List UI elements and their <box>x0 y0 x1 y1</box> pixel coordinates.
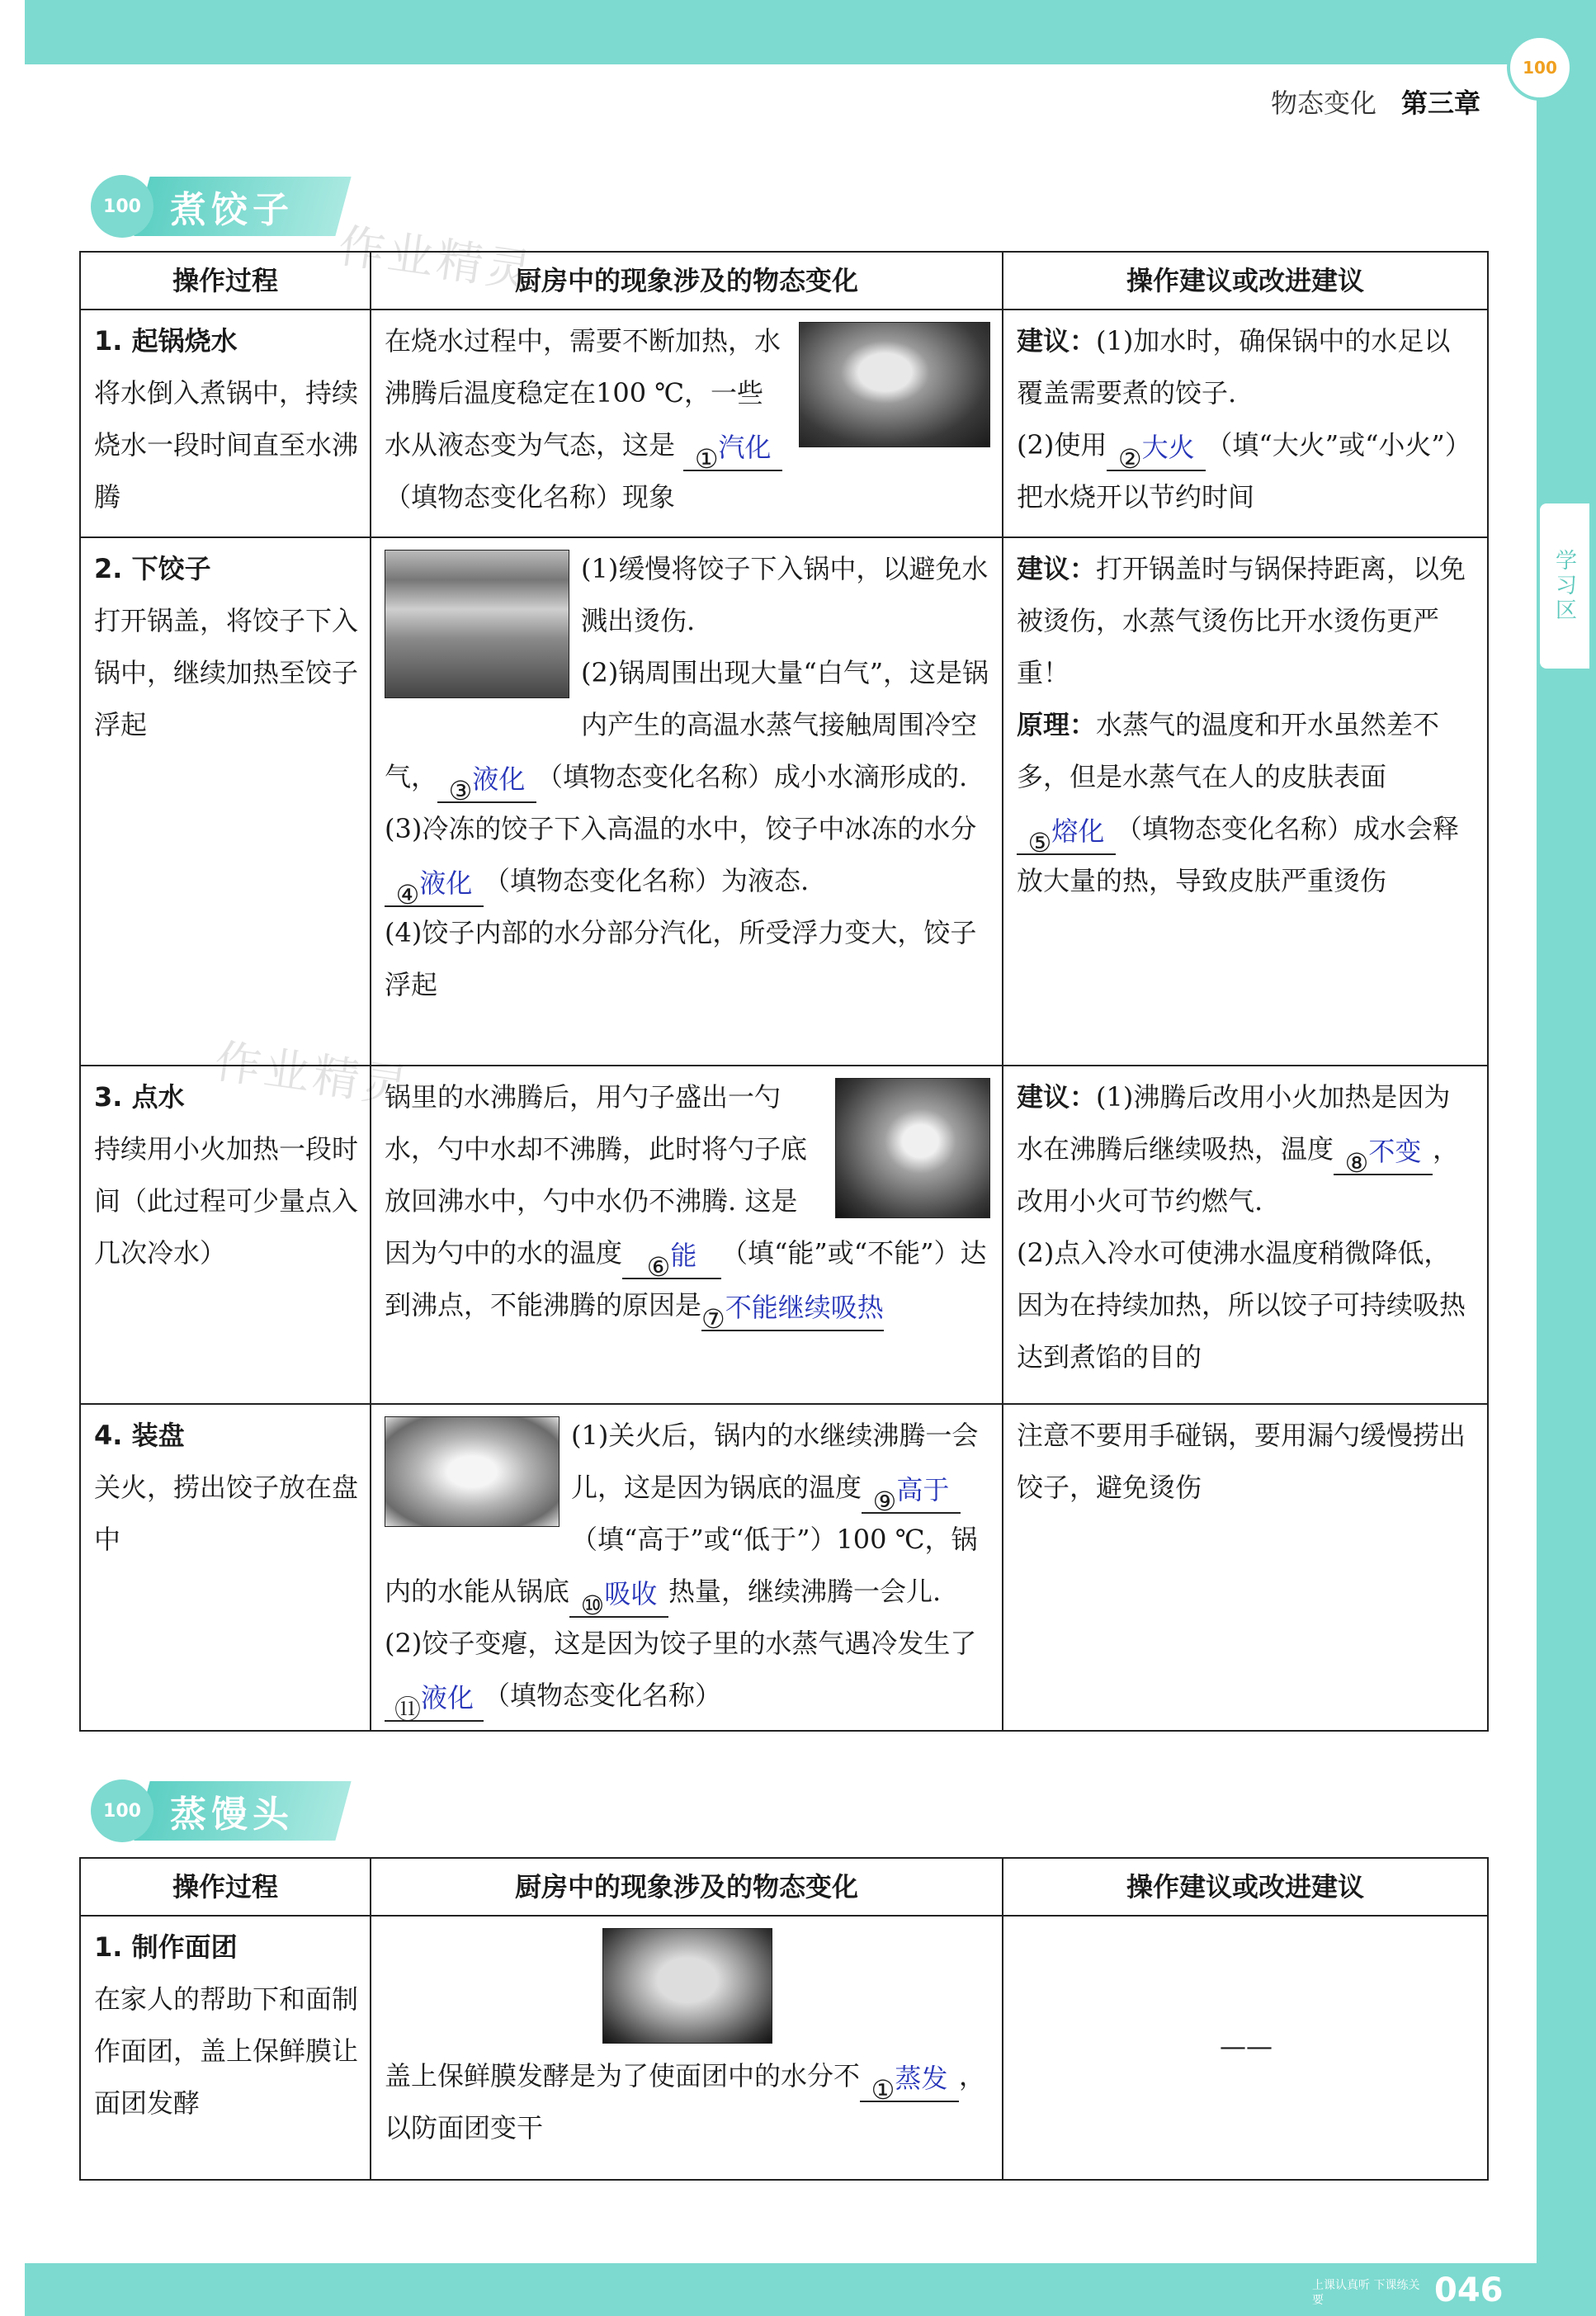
running-header <box>1271 83 1480 121</box>
step-title: 1. 制作面团 <box>94 1931 238 1963</box>
page-top-band <box>25 0 1576 64</box>
header-chapter: 第三章 <box>1400 87 1480 119</box>
process-cell <box>80 1066 371 1404</box>
phenomenon-cell: (1)关火后，锅内的水继续沸腾一会儿，这是因为锅底的温度 ⑨高于（填“高于”或“低于”）100 ℃，锅内的水能从锅底 ⑩吸收 热量，继续沸腾一会儿. (2)饺子变瘪，这是因为饺子里的水蒸气遇冷发生了⑪液化 （填物态变化名称） <box>371 1404 1003 1731</box>
page-left-margin <box>0 0 25 2316</box>
answer-blank-5[interactable]: ⑤熔化 <box>1017 817 1116 855</box>
step-title: 1. 起锅烧水 <box>94 325 238 357</box>
answer-blank-11[interactable]: ⑪液化 <box>385 1684 484 1722</box>
process-cell <box>80 1916 371 2180</box>
table-row <box>80 1916 1488 2180</box>
col-header-phenomenon: 厨房中的现象涉及的物态变化 <box>371 252 1003 310</box>
table-row <box>80 310 1488 537</box>
table-row <box>80 1066 1488 1404</box>
suggestion-cell: 注意不要用手碰锅，要用漏勺缓慢捞出饺子，避免烫伤 <box>1003 1404 1488 1731</box>
header-section: 物态变化 <box>1270 87 1376 119</box>
answer-blank-1[interactable]: ①蒸发 <box>860 2064 959 2102</box>
step-desc: 持续用小火加热一段时间（此过程可少量点入几次冷水） <box>94 1133 359 1269</box>
phenomenon-cell: (1)缓慢将饺子下入锅中，以避免水溅出烫伤. (2)锅周围出现大量“白气”，这是锅内产生的高温水蒸气接触周围冷空气， ③液化 （填物态变化名称）成小水滴形成的. (3)冷冻的饺子下入高温的水中，饺子中冰冻的水分④液化 （填物态变化名称）为液态. (4)饺子内部的水分部分汽化，所受浮力变大，饺子浮起 <box>371 537 1003 1066</box>
table-header-row <box>80 1858 1488 1916</box>
answer-blank-8[interactable]: ⑧不变 <box>1334 1137 1433 1175</box>
col-header-process: 操作过程 <box>80 1858 371 1916</box>
process-cell <box>80 1404 371 1731</box>
col-header-suggestion: 操作建议或改进建议 <box>1003 1858 1488 1916</box>
suggestion-cell: 建议：(1)沸腾后改用小火加热是因为水在沸腾后继续吸热，温度 ⑧不变 ，改用小火可节约燃气. (2)点入冷水可使沸水温度稍微降低，因为在持续加热，所以饺子可持续吸热达到煮馅的目的 <box>1003 1066 1488 1404</box>
empty-dash: —— <box>1220 2030 1273 2062</box>
dough-photo <box>602 1928 772 2044</box>
step-desc: 关火，捞出饺子放在盘中 <box>94 1472 359 1555</box>
col-header-suggestion: 操作建议或改进建议 <box>1003 252 1488 310</box>
side-tab-study-zone[interactable]: 学习区 <box>1540 503 1589 669</box>
table-header-row <box>80 252 1488 310</box>
dumplings-plate-photo <box>385 1416 560 1527</box>
section-title-steamed-buns <box>91 1784 343 1837</box>
step-title: 3. 点水 <box>94 1081 185 1113</box>
phenomenon-cell: 在烧水过程中，需要不断加热，水沸腾后温度稳定在100 ℃，一些水从液态变为气态，这是 ①汽化（填物态变化名称）现象 <box>371 310 1003 537</box>
step-desc: 在家人的帮助下和面制作面团，盖上保鲜膜让面团发酵 <box>94 1983 359 2119</box>
dumplings-table <box>79 251 1489 1732</box>
watermark: 作业精灵 <box>335 219 539 300</box>
answer-blank-10[interactable]: ⑩吸收 <box>569 1580 668 1618</box>
section-title-text: 蒸馒头 <box>170 1794 294 1836</box>
step-title: 2. 下饺子 <box>94 553 211 584</box>
mascot-badge-icon: 100 <box>91 175 153 238</box>
process-cell <box>80 310 371 537</box>
pot-steam-photo <box>385 550 569 698</box>
step-title: 4. 装盘 <box>94 1420 185 1451</box>
mascot-badge-icon: 100 <box>91 1780 153 1842</box>
step-desc: 将水倒入煮锅中，持续烧水一段时间直至水沸腾 <box>94 377 359 513</box>
phenomenon-cell: 盖上保鲜膜发酵是为了使面团中的水分不 ①蒸发 ，以防面团变干 <box>371 1916 1003 2180</box>
watermark: 作业精灵 <box>211 1034 415 1116</box>
suggestion-cell <box>1003 1916 1488 2180</box>
boiling-water-photo <box>799 322 990 447</box>
answer-blank-2[interactable]: ②大火 <box>1107 433 1206 471</box>
answer-blank-7[interactable]: ⑦不能继续吸热 <box>701 1292 884 1335</box>
col-header-process: 操作过程 <box>80 252 371 310</box>
answer-blank-1[interactable]: ①汽化 <box>683 433 782 471</box>
answer-blank-3[interactable]: ③液化 <box>437 765 536 803</box>
table-row <box>80 537 1488 1066</box>
section-title-dumplings <box>91 180 343 233</box>
step-desc: 打开锅盖，将饺子下入锅中，继续加热至饺子浮起 <box>94 605 359 740</box>
table-row <box>80 1404 1488 1731</box>
col-header-phenomenon: 厨房中的现象涉及的物态变化 <box>371 1858 1003 1916</box>
phenomenon-cell: 锅里的水沸腾后，用勺子盛出一勺水，勺中水却不沸腾，此时将勺子底放回沸水中，勺中水仍不沸腾. 这是因为勺中的水的温度 ⑥能 （填“能”或“不能”）达到沸点，不能沸腾的原因是⑦不能继续吸热 <box>371 1066 1003 1404</box>
steamed-buns-table <box>79 1857 1489 2181</box>
suggestion-cell: 建议：(1)加水时，确保锅中的水足以覆盖需要煮的饺子. (2)使用 ②大火 （填“大火”或“小火”）把水烧开以节约时间 <box>1003 310 1488 537</box>
page-right-band <box>1537 0 1596 2316</box>
brand-logo: 100 <box>1507 35 1573 101</box>
answer-blank-4[interactable]: ④液化 <box>385 869 484 907</box>
answer-blank-9[interactable]: ⑨高于 <box>862 1476 961 1514</box>
page-number: 046 <box>1434 2271 1504 2309</box>
section-title-text: 煮饺子 <box>170 189 294 231</box>
suggestion-cell: 建议：打开锅盖时与锅保持距离，以免被烫伤，水蒸气烫伤比开水烫伤更严重！ 原理：水蒸气的温度和开水虽然差不多，但是水蒸气在人的皮肤表面⑤熔化 （填物态变化名称）成水会释放大量的热，导致皮肤严重烫伤 <box>1003 537 1488 1066</box>
answer-blank-6[interactable]: ⑥能 <box>622 1241 721 1279</box>
spoon-photo <box>835 1078 990 1218</box>
footer-slogan: 上课认真听 下课练关要 <box>1312 2279 1420 2307</box>
process-cell <box>80 537 371 1066</box>
